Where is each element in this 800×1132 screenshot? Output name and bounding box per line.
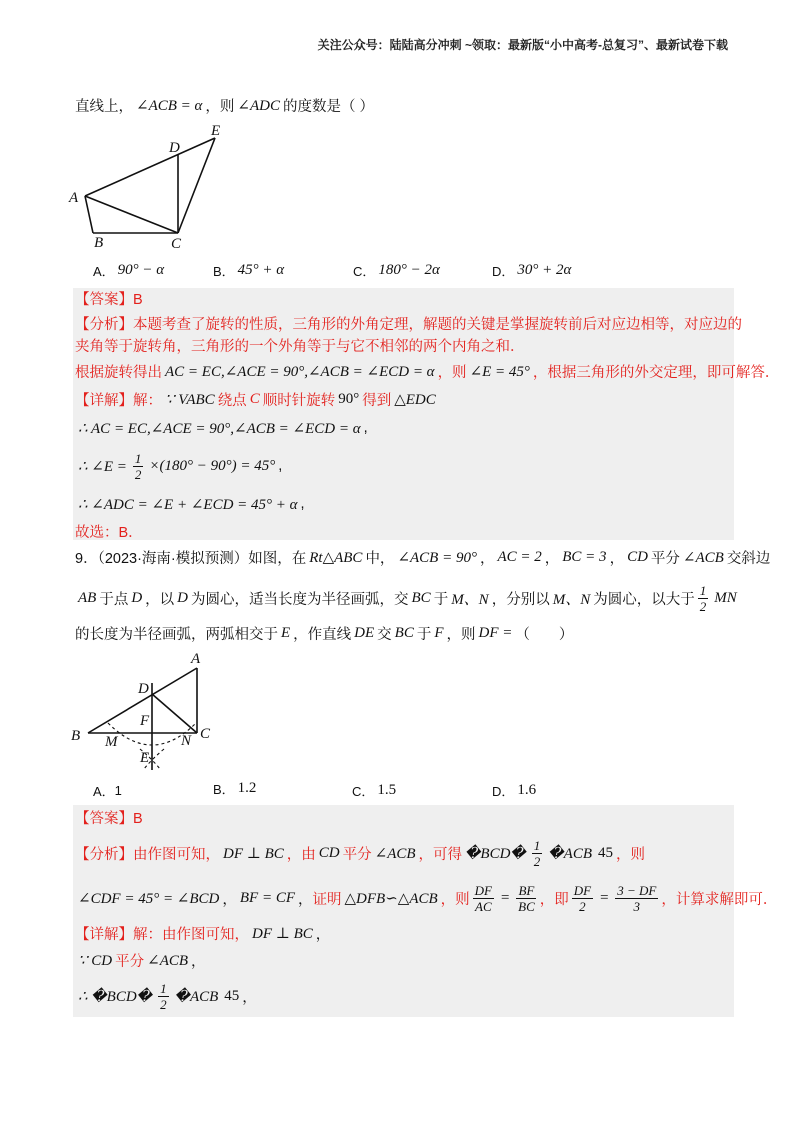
q8-label-a: A <box>69 190 79 206</box>
q8-option-d-math: 30° + 2α <box>517 261 572 278</box>
q9-analysis-line-text: 平分 <box>342 846 372 863</box>
q9-detail-line-fraction <box>158 981 169 1012</box>
q9-detail-line-math: ∠ACB <box>147 952 189 969</box>
q8-detail-line <box>75 388 439 410</box>
q8-detail-line-fraction-denominator: 2 <box>134 466 142 482</box>
q9-stem-line-math: CD <box>627 548 648 565</box>
q9-stem-line-fraction-numerator: 1 <box>699 582 707 598</box>
q9-detail-line-math: 45 <box>224 987 240 1004</box>
q9-option-a <box>93 779 122 801</box>
q9-analysis-line <box>75 877 777 919</box>
q9-answer-line <box>75 806 143 828</box>
q9-stem-line-text: 于 <box>433 591 449 608</box>
q8-option-c-text: C． <box>353 263 376 279</box>
q8-detail-line <box>75 445 282 487</box>
q9-stem-line-text: 交 <box>377 626 392 643</box>
q9-option-d-math: 1.6 <box>517 781 537 798</box>
q8-detail-line-math: ∴ ∠ADC = ∠E + ∠ECD = 45° + α <box>78 496 298 513</box>
q8-option-a-text: A． <box>93 263 115 279</box>
q9-analysis-line-math: DF ⊥ BC <box>223 845 284 862</box>
q9-option-c <box>352 779 399 801</box>
q8-option-b-math: 45° + α <box>237 261 285 278</box>
q9-stem-line-text: 中， <box>365 550 395 567</box>
q8-label-e: E <box>211 123 221 139</box>
q9-detail-line-text: 平分 <box>115 953 145 970</box>
q9-stem-line-math: BC <box>411 589 431 606</box>
q9-analysis-line-math: BF = CF <box>239 889 296 906</box>
q8-detail-line-math: △EDC <box>394 391 436 408</box>
q8-detail-line-math: 90° <box>338 390 360 407</box>
q9-analysis-line-fraction-numerator: DF <box>474 882 492 898</box>
q9-detail-line <box>75 975 257 1017</box>
q9-label-f: F <box>140 713 150 729</box>
q8-answer-line <box>75 287 143 309</box>
q9-stem-line-math: F <box>434 624 444 641</box>
q9-option-a-text: A． <box>93 783 115 799</box>
q9-stem-line-fraction <box>698 583 709 614</box>
q9-segment-dc <box>152 694 197 733</box>
q9-detail-line-fraction-numerator: 1 <box>160 980 167 996</box>
q9-stem-line <box>75 546 770 568</box>
q8-analysis-line-text: 根据旋转得出 <box>75 364 162 381</box>
q9-option-a-text: 1 <box>114 782 122 798</box>
q8-analysis-line-math: AC = EC,∠ACE = 90°,∠ACB = ∠ECD = α <box>165 363 435 380</box>
q9-analysis-line-math: 45 <box>598 844 614 861</box>
q8-segment-ab <box>85 196 93 233</box>
q8-option-b-text: B． <box>213 263 235 279</box>
q9-analysis-line-text: ， <box>298 891 313 908</box>
q9-analysis-line-text: ， <box>222 891 237 908</box>
q8-analysis-line-text: ，则 <box>437 364 467 381</box>
q8-detail-line-text: 顺时针旋转 <box>262 392 336 409</box>
q9-detail-line-math: �ACB <box>174 988 219 1005</box>
q8-detail-line-math: ×(180° − 90°) = 45° <box>149 457 276 474</box>
header-notice: 关注公众号：陆陆高分冲刺 ~领取：最新版“小中高考-总复习”、最新试卷下载 <box>317 38 728 52</box>
q9-stem-line-text: （ ） <box>515 626 574 643</box>
q8-detail-line-text: 【详解】解： <box>75 392 162 409</box>
q9-stem-line-math: BC = 3 <box>562 548 607 565</box>
q8-detail-line-math: ∵ VABC <box>165 391 215 408</box>
q8-detail-line-text: , <box>300 496 305 512</box>
q9-detail-line-math: ∵ CD <box>78 952 113 969</box>
q8-detail-line <box>75 493 305 515</box>
q9-analysis-line-fraction-denominator: 2 <box>579 898 586 914</box>
q8-option-a <box>93 259 167 281</box>
q9-analysis-line-fraction-numerator: 3 − DF <box>617 882 657 898</box>
q9-analysis-line-fraction-numerator: 1 <box>533 837 541 853</box>
q9-analysis-line-text: ，可得 <box>418 846 463 863</box>
q8-stem-line-text: ，则 <box>205 98 235 115</box>
q8-segment-ac <box>85 196 178 233</box>
q9-stem-line-text: 为圆心，适当长度为半径画弧，交 <box>191 591 409 608</box>
q9-stem-line-text: ，分别以 <box>491 591 550 608</box>
q9-detail-line-math: ∴ �BCD� <box>78 988 153 1005</box>
q9-option-c-text: C． <box>352 783 375 799</box>
q9-analysis-line-text: ，计算求解即可． <box>661 891 778 908</box>
q9-stem-line-text: ， <box>479 550 495 567</box>
q9-analysis-line-fraction <box>473 883 494 914</box>
q9-label-d: D <box>138 681 149 697</box>
q9-stem-line-text: ，以 <box>145 591 175 608</box>
q8-detail-line-text: , <box>278 458 283 474</box>
q9-analysis-line-fraction-denominator: 3 <box>633 898 641 914</box>
q8-analysis-line-math: ∠E = 45° <box>469 363 530 380</box>
q8-analysis-line-text: 夹角等于旋转角，三角形的一个外角等于与它不相邻的两个内角之和． <box>75 338 525 355</box>
q9-detail-line-math: DF ⊥ BC <box>252 925 313 942</box>
q8-analysis-line-text: 【分析】本题考查了旋转的性质，三角形的外角定理，解题的关键是掌握旋转前后对应边相等，对应边的 <box>75 316 742 333</box>
q8-analysis-line <box>75 312 742 334</box>
q9-analysis-line-fraction-numerator: DF <box>573 882 592 898</box>
q9-analysis-line <box>75 832 645 874</box>
q9-stem-line-fraction-denominator: 2 <box>699 598 707 614</box>
q9-detail-line <box>75 922 330 944</box>
q9-label-e: E <box>140 750 150 766</box>
q8-analysis-line-text: ，根据三角形的外交定理，即可解答． <box>532 364 780 381</box>
q8-detail-line-math: ∴ AC = EC,∠ACE = 90°,∠ACB = ∠ECD = α <box>78 420 361 437</box>
q8-stem-line-math: ∠ACB = α <box>136 97 203 114</box>
q8-detail-line-math: C <box>249 390 260 407</box>
q8-detail-line-math: ∴ ∠E = <box>78 458 127 475</box>
q9-stem-line-math: MN <box>714 589 737 606</box>
q9-option-b-text: B． <box>213 781 235 797</box>
q9-stem-line-math: M、N <box>451 591 489 608</box>
q9-stem-line-math: D <box>131 589 143 606</box>
q9-analysis-line-fraction-denominator: BC <box>518 898 535 914</box>
q8-detail-line-text: , <box>363 420 368 436</box>
q9-analysis-line-math: △DFB∽△ACB <box>344 890 438 907</box>
q9-stem-line-text: ， <box>544 550 560 567</box>
q9-stem-line-math: DE <box>354 624 375 641</box>
q9-stem-line-text: 于点 <box>99 591 129 608</box>
q9-stem-line-text: 9．（2023·海南·模拟预测）如图，在 <box>75 550 307 567</box>
q8-option-c-math: 180° − 2α <box>378 261 440 278</box>
q9-stem-line-text: ，则 <box>446 626 476 643</box>
q8-detail-line-fraction-numerator: 1 <box>134 450 142 466</box>
q9-analysis-line-math: �ACB <box>548 845 593 862</box>
q9-detail-line-text: ， <box>191 953 206 970</box>
q9-analysis-line-math: = <box>599 889 610 906</box>
q9-stem-line-math: ∠ACB <box>682 549 724 566</box>
q8-option-b <box>213 259 287 281</box>
q9-stem-line-math: BC <box>394 624 414 641</box>
q8-stem-line-math: ∠ADC <box>237 97 280 114</box>
q9-option-b <box>213 777 259 799</box>
q9-option-d <box>492 779 539 801</box>
q9-detail-line-text: ， <box>315 926 331 943</box>
q9-stem-line-text: 交斜边 <box>726 550 771 567</box>
q9-label-a: A <box>191 651 201 667</box>
q9-analysis-line-fraction-denominator: 2 <box>533 853 541 869</box>
q8-analysis-line <box>75 334 525 356</box>
q8-label-b: B <box>94 235 104 251</box>
q9-analysis-line-fraction <box>516 883 537 914</box>
q8-option-a-math: 90° − α <box>117 261 165 278</box>
q9-stem-line-math: Rt△ABC <box>309 549 363 566</box>
q8-answer-line-text: 【答案】B <box>75 291 143 308</box>
q9-analysis-line-text: ，则 <box>616 846 646 863</box>
q9-analysis-line-math: = <box>500 889 511 906</box>
q9-stem-line <box>75 622 573 644</box>
q9-label-c: C <box>200 726 211 742</box>
q9-stem-line-math: DF = <box>478 624 513 641</box>
q9-label-n: N <box>181 733 192 749</box>
q8-figure <box>60 118 240 253</box>
q8-option-d-text: D． <box>492 263 515 279</box>
q9-analysis-line-math: �BCD� <box>465 845 526 862</box>
q9-detail-line-text: 【详解】解：由作图可知， <box>75 926 249 943</box>
q9-analysis-line-math: ∠CDF = 45° = ∠BCD <box>78 890 220 907</box>
q9-analysis-line-math: CD <box>318 844 340 861</box>
q8-option-d <box>492 259 574 281</box>
q9-stem-line-text: 的长度为半径画弧，两弧相交于 <box>75 626 278 643</box>
q8-detail-line-fraction <box>133 451 144 482</box>
q8-stem-line <box>75 94 374 116</box>
q9-analysis-line-math: ∠ACB <box>374 845 416 862</box>
q9-detail-line <box>75 949 206 971</box>
q9-figure <box>60 645 230 775</box>
q8-choice-line <box>75 520 143 542</box>
q9-stem-line-math: AC = 2 <box>497 548 542 565</box>
q9-stem-line-math: E <box>281 624 291 641</box>
q8-label-c: C <box>171 236 182 252</box>
q9-detail-line-fraction-denominator: 2 <box>160 996 167 1012</box>
q9-detail-line-text: ， <box>242 989 257 1006</box>
q8-option-c <box>353 259 443 281</box>
q9-analysis-line-fraction <box>532 838 543 869</box>
q9-stem-line-text: ，作直线 <box>293 626 352 643</box>
q9-stem-line-math: ∠ACB = 90° <box>397 549 477 566</box>
q8-stem-line-text: 的度数是（ ） <box>282 98 375 115</box>
q9-analysis-line-text: ，即 <box>539 891 569 908</box>
q9-analysis-line-text: ，则 <box>440 891 470 908</box>
q8-detail-line-text: 得到 <box>362 392 392 409</box>
q9-stem-line-math: AB <box>78 589 97 606</box>
q8-choice-line-text: 故选：B． <box>75 524 143 541</box>
q9-answer-line-text: 【答案】B <box>75 810 143 827</box>
q9-analysis-line-text: 证明 <box>312 891 342 908</box>
q9-option-c-math: 1.5 <box>377 781 397 798</box>
q9-stem-line <box>75 577 740 619</box>
q9-analysis-line-text: 【分析】由作图可知， <box>75 846 220 863</box>
q9-option-d-text: D． <box>492 783 515 799</box>
q9-analysis-line-fraction <box>572 883 593 914</box>
q9-option-b-math: 1.2 <box>237 779 257 796</box>
q9-stem-line-math: M、N <box>552 591 591 608</box>
q8-analysis-line <box>75 360 779 382</box>
q9-stem-line-text: 于 <box>416 626 432 643</box>
q8-detail-line <box>75 417 368 439</box>
q9-stem-line-math: D <box>177 589 189 606</box>
q9-analysis-line-fraction <box>615 883 658 914</box>
q9-analysis-line-text: ，由 <box>286 846 316 863</box>
q9-stem-line-text: 平分 <box>650 550 680 567</box>
q9-stem-line-text: 为圆心，以大于 <box>593 591 695 608</box>
q9-stem-line-text: ， <box>609 550 625 567</box>
q8-label-d: D <box>169 140 180 156</box>
q9-analysis-line-fraction-denominator: AC <box>475 898 492 914</box>
q8-stem-line-text: 直线上， <box>75 98 133 115</box>
q8-detail-line-text: 绕点 <box>217 392 247 409</box>
q9-label-b: B <box>71 728 81 744</box>
q9-label-m: M <box>105 734 118 750</box>
q9-analysis-line-fraction-numerator: BF <box>518 882 535 898</box>
